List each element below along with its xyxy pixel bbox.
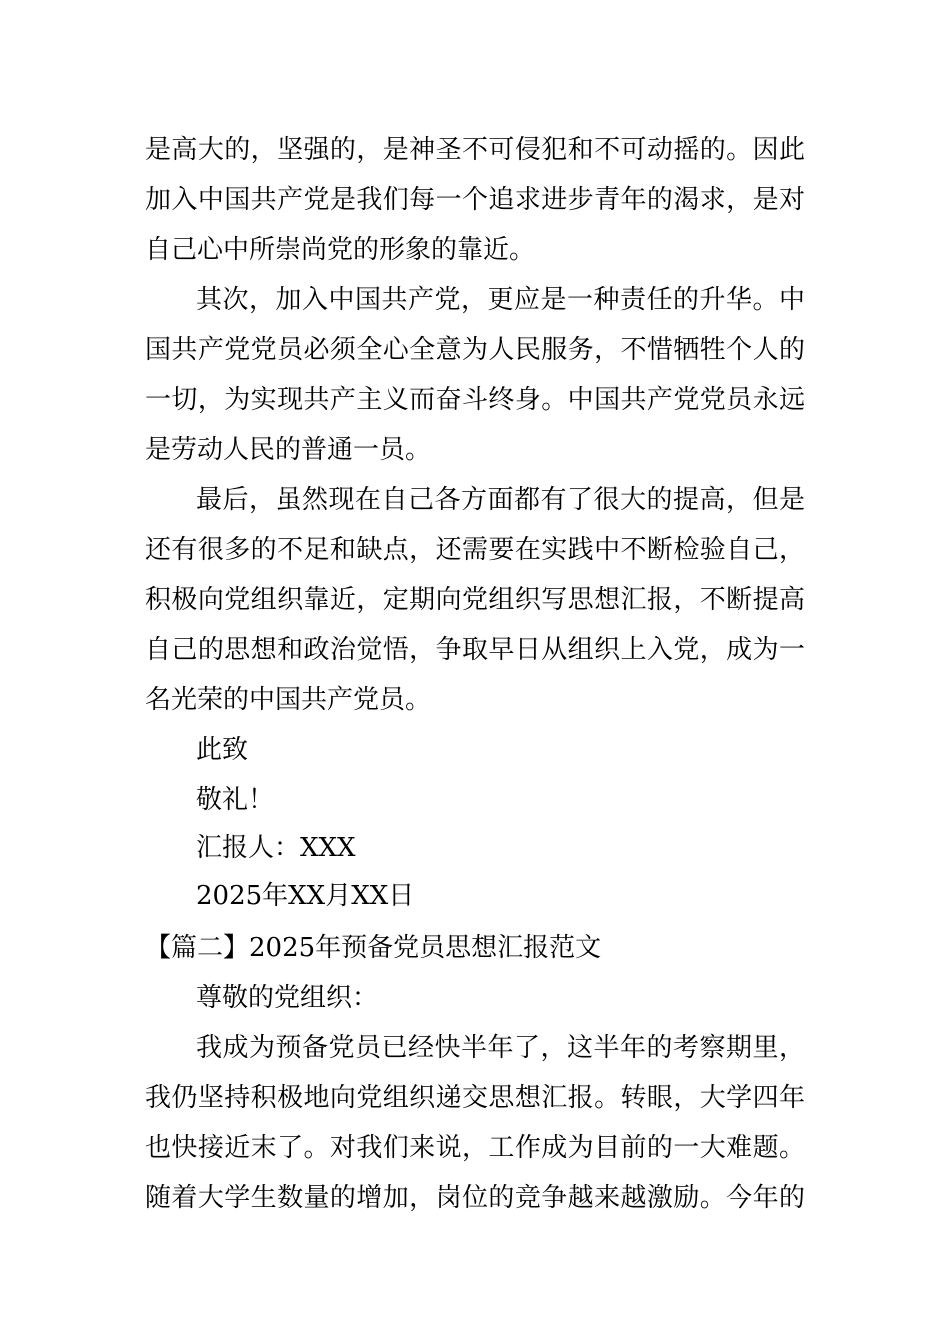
paragraph-line: 我仍坚持积极地向党组织递交思想汇报。转眼，大学四年 [145,1083,805,1113]
paragraph-line: 积极向党组织靠近，定期向党组织写思想汇报，不断提高 [145,585,805,615]
paragraph-line: 自己心中所崇尚党的形象的靠近。 [145,235,536,265]
paragraph-line: 是劳动人民的普通一员。 [145,435,432,465]
closing-respect: 敬礼！ [196,785,275,815]
paragraph-line: 随着大学生数量的增加，岗位的竞争越来越激励。今年的 [145,1183,805,1213]
greeting: 尊敬的党组织： [196,983,379,1013]
closing-salutation: 此致 [196,735,249,765]
paragraph-line: 国共产党党员必须全心全意为人民服务，不惜牺牲个人的 [145,335,805,365]
report-date: 2025年XX月XX日 [196,881,415,911]
paragraph-line: 还有很多的不足和缺点，还需要在实践中不断检验自己， [145,535,805,565]
paragraph-line: 也快接近末了。对我们来说，工作成为目前的一大难题。 [145,1133,805,1163]
paragraph-line: 最后，虽然现在自己各方面都有了很大的提高，但是 [196,485,805,515]
section-heading: 【篇二】2025年预备党员思想汇报范文 [145,933,602,963]
paragraph-line: 其次，加入中国共产党，更应是一种责任的升华。中 [196,285,805,315]
paragraph-line: 名光荣的中国共产党员。 [145,685,432,715]
paragraph-line: 一切，为实现共产主义而奋斗终身。中国共产党党员永远 [145,385,805,415]
reporter-name: 汇报人：XXX [196,833,356,863]
paragraph-line: 是高大的，坚强的，是神圣不可侵犯和不可动摇的。因此 [145,135,805,165]
paragraph-line: 自己的思想和政治觉悟，争取早日从组织上入党，成为一 [145,635,805,665]
paragraph-line: 我成为预备党员已经快半年了，这半年的考察期里， [196,1033,805,1063]
paragraph-line: 加入中国共产党是我们每一个追求进步青年的渴求，是对 [145,185,805,215]
